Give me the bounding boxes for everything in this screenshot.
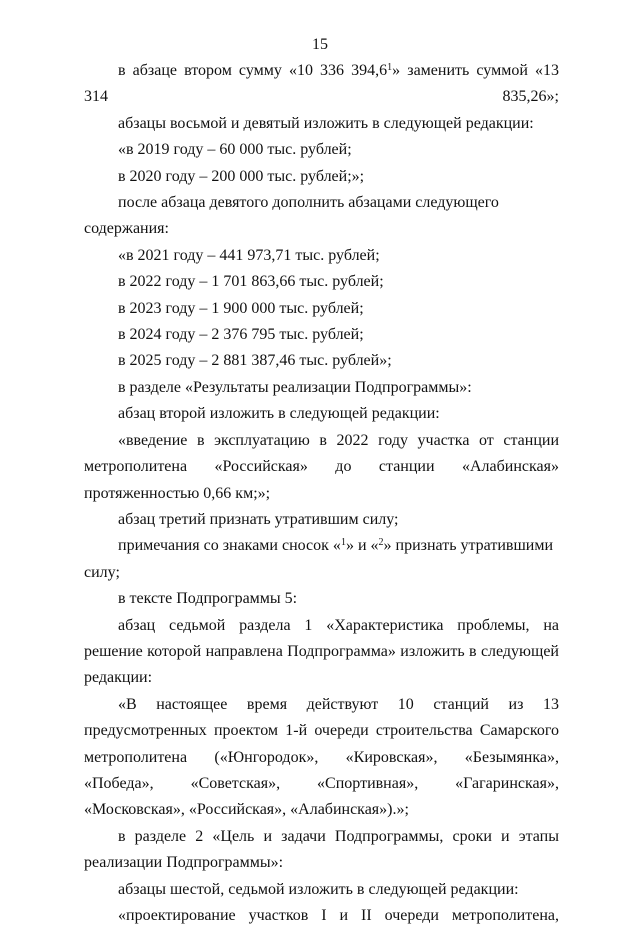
footnote-marker: 2 (378, 537, 384, 549)
paragraph (84, 586, 559, 612)
paragraph-text: в разделе 2 «Цель и задачи Подпрограммы, сроки и этапы реализации Подпрограммы»: (84, 827, 559, 872)
paragraph-text: » и « (345, 537, 379, 555)
paragraph-text: в 2025 году – 2 881 387,46 тыс. рублей»; (118, 352, 392, 370)
paragraph (84, 111, 559, 137)
footnote-marker: 1 (340, 537, 346, 549)
paragraph-text: в 2023 году – 1 900 000 тыс. рублей; (118, 299, 364, 317)
paragraph-text: «В настоящее время действуют 10 станций из 13 предусмотренных проектом 1-й очереди строительства Самарского метрополитена («Юнгородок», «Кировская», «Безымянка», «Победа», «Советская», «Спортивная», «Гагаринская», «Московская», «Российская», «Алабинская»).»; (84, 695, 559, 819)
paragraph (84, 269, 559, 295)
paragraph (84, 243, 559, 269)
paragraph-text: » заменить суммой «13 314 835,26»; (84, 62, 559, 106)
paragraph (84, 507, 559, 533)
paragraph-text: в абзаце втором сумму «10 336 394,6 (118, 62, 388, 79)
paragraph-text: «в 2019 году – 60 000 тыс. рублей; (118, 141, 352, 159)
paragraph (84, 348, 559, 374)
paragraph (84, 877, 559, 903)
paragraph-text: в 2024 году – 2 376 795 тыс. рублей; (118, 326, 364, 344)
paragraph (84, 58, 559, 111)
paragraph (84, 428, 559, 507)
paragraph (84, 613, 559, 692)
paragraph-text: в 2022 году – 1 701 863,66 тыс. рублей; (118, 273, 384, 291)
paragraph-text: «введение в эксплуатацию в 2022 году участка от станции метрополитена «Российская» до станции «Алабинская» протяженностью 0,66 км;»; (84, 431, 559, 502)
paragraph (84, 824, 559, 877)
page-number: 15 (312, 36, 328, 53)
paragraph-text: абзацы восьмой и девятый изложить в следующей редакции: (118, 114, 534, 132)
paragraph (84, 190, 559, 243)
paragraph (84, 164, 559, 190)
paragraph (84, 322, 559, 348)
paragraph (84, 401, 559, 427)
paragraph (84, 375, 559, 401)
footnote-marker: 1 (387, 62, 393, 73)
paragraph (84, 692, 559, 824)
paragraph-text: в 2020 году – 200 000 тыс. рублей;»; (118, 167, 365, 185)
paragraph-text: абзац второй изложить в следующей редакции: (118, 405, 440, 423)
paragraph (84, 137, 559, 163)
paragraph-text: абзац седьмой раздела 1 «Характеристика проблемы, на решение которой направлена Подпрограмма» изложить в следующей редакции: (84, 616, 559, 687)
paragraph-text: после абзаца девятого дополнить абзацами следующего содержания: (84, 194, 499, 238)
paragraph (84, 296, 559, 322)
paragraph-text: в разделе «Результаты реализации Подпрограммы»: (118, 378, 472, 396)
paragraph (84, 533, 559, 586)
paragraph (84, 903, 559, 929)
paragraph-text: в тексте Подпрограммы 5: (118, 590, 298, 608)
paragraph-text: «проектирование участков I и II очереди метрополитена, (118, 907, 559, 924)
paragraph-text: примечания со знаками сносок « (118, 537, 341, 555)
paragraph-text: «в 2021 году – 441 973,71 тыс. рублей; (118, 246, 380, 264)
paragraph-text: абзац третий признать утратившим силу; (118, 510, 399, 528)
document-body (84, 58, 559, 929)
paragraph-text: » признать утратившими силу; (84, 537, 554, 581)
paragraph-text: абзацы шестой, седьмой изложить в следующей редакции: (118, 880, 519, 898)
